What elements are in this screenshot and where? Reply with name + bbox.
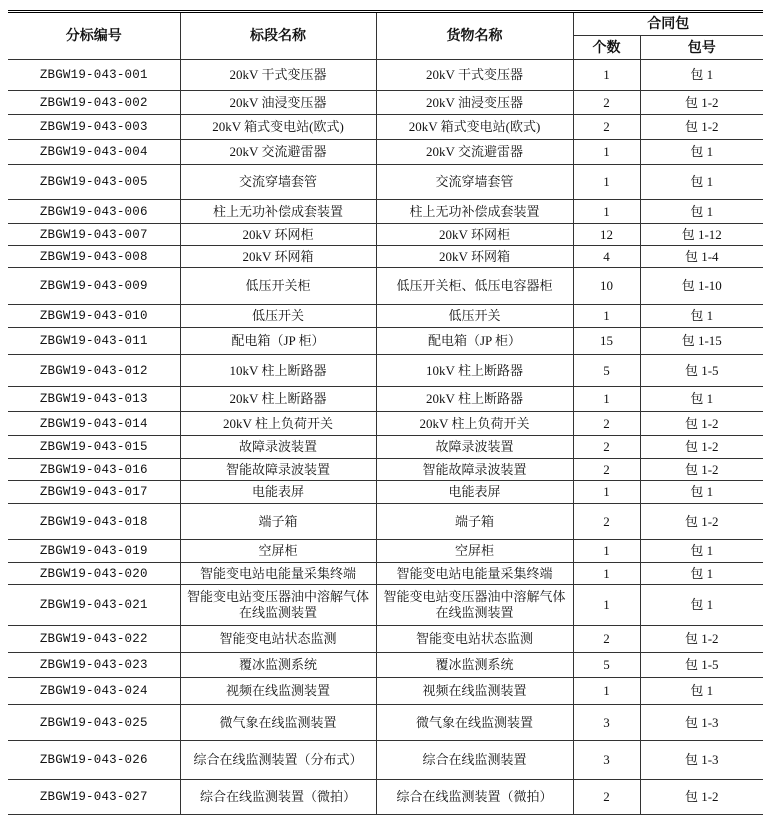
- cell-code: ZBGW19-043-024: [8, 678, 180, 705]
- table-row: [8, 165, 763, 200]
- cell-section: 20kV 环网箱: [180, 246, 376, 268]
- cell-section: 低压开关柜: [180, 268, 376, 305]
- cell-goods: 低压开关柜、低压电容器柜: [376, 268, 573, 305]
- cell-code: ZBGW19-043-020: [8, 563, 180, 585]
- table-row: [8, 585, 763, 626]
- cell-package: 包 1-10: [640, 268, 763, 305]
- cell-code: ZBGW19-043-003: [8, 115, 180, 140]
- table-row: [8, 678, 763, 705]
- table-row: [8, 481, 763, 504]
- cell-section: 20kV 环网柜: [180, 224, 376, 246]
- cell-count: 15: [573, 328, 640, 355]
- table-row: [8, 705, 763, 741]
- table-row: [8, 246, 763, 268]
- table-row: [8, 115, 763, 140]
- cell-code: ZBGW19-043-006: [8, 200, 180, 224]
- cell-count: 1: [573, 387, 640, 412]
- cell-count: 1: [573, 585, 640, 626]
- header-section: 标段名称: [180, 12, 376, 60]
- cell-code: ZBGW19-043-004: [8, 140, 180, 165]
- table-row: [8, 224, 763, 246]
- header-code: 分标编号: [8, 12, 180, 60]
- table-row: [8, 91, 763, 115]
- cell-count: 5: [573, 653, 640, 678]
- cell-count: 2: [573, 459, 640, 481]
- cell-goods: 智能变电站状态监测: [376, 626, 573, 653]
- table-row: [8, 653, 763, 678]
- cell-section: 20kV 交流避雷器: [180, 140, 376, 165]
- cell-package: 包 1-2: [640, 91, 763, 115]
- cell-section: 综合在线监测装置（分布式）: [180, 741, 376, 780]
- cell-count: 3: [573, 705, 640, 741]
- cell-goods: 端子箱: [376, 504, 573, 540]
- cell-package: 包 1-4: [640, 246, 763, 268]
- table-row: [8, 328, 763, 355]
- cell-package: 包 1: [640, 200, 763, 224]
- table-row: [8, 200, 763, 224]
- cell-package: 包 1-2: [640, 115, 763, 140]
- cell-code: ZBGW19-043-015: [8, 436, 180, 459]
- cell-section: 柱上无功补偿成套装置: [180, 200, 376, 224]
- cell-package: 包 1: [640, 678, 763, 705]
- cell-code: ZBGW19-043-013: [8, 387, 180, 412]
- cell-code: ZBGW19-043-026: [8, 741, 180, 780]
- cell-count: 2: [573, 412, 640, 436]
- cell-package: 包 1: [640, 140, 763, 165]
- table-row: [8, 60, 763, 91]
- cell-count: 1: [573, 60, 640, 91]
- table-row: [8, 780, 763, 815]
- table-row: [8, 355, 763, 387]
- header-package: 包号: [640, 36, 763, 60]
- cell-goods: 20kV 交流避雷器: [376, 140, 573, 165]
- cell-count: 1: [573, 305, 640, 328]
- cell-section: 20kV 柱上断路器: [180, 387, 376, 412]
- cell-count: 1: [573, 540, 640, 563]
- table-row: [8, 459, 763, 481]
- cell-package: 包 1-5: [640, 653, 763, 678]
- cell-package: 包 1: [640, 60, 763, 91]
- cell-section: 配电箱（JP 柜）: [180, 328, 376, 355]
- cell-package: 包 1-12: [640, 224, 763, 246]
- cell-package: 包 1-3: [640, 741, 763, 780]
- cell-goods: 故障录波装置: [376, 436, 573, 459]
- cell-package: 包 1: [640, 387, 763, 412]
- cell-count: 1: [573, 200, 640, 224]
- cell-count: 2: [573, 504, 640, 540]
- cell-goods: 电能表屏: [376, 481, 573, 504]
- cell-goods: 覆冰监测系统: [376, 653, 573, 678]
- cell-package: 包 1-2: [640, 504, 763, 540]
- cell-section: 20kV 油浸变压器: [180, 91, 376, 115]
- cell-code: ZBGW19-043-023: [8, 653, 180, 678]
- table-row: [8, 305, 763, 328]
- cell-code: ZBGW19-043-011: [8, 328, 180, 355]
- cell-package: 包 1-5: [640, 355, 763, 387]
- header-contract: 合同包: [573, 12, 763, 36]
- cell-count: 5: [573, 355, 640, 387]
- header-count: 个数: [573, 36, 640, 60]
- cell-goods: 视频在线监测装置: [376, 678, 573, 705]
- cell-section: 20kV 干式变压器: [180, 60, 376, 91]
- cell-package: 包 1-2: [640, 780, 763, 815]
- cell-code: ZBGW19-043-016: [8, 459, 180, 481]
- table-row: [8, 412, 763, 436]
- cell-count: 10: [573, 268, 640, 305]
- cell-section: 20kV 柱上负荷开关: [180, 412, 376, 436]
- cell-section: 故障录波装置: [180, 436, 376, 459]
- cell-section: 端子箱: [180, 504, 376, 540]
- cell-count: 2: [573, 626, 640, 653]
- cell-section: 微气象在线监测装置: [180, 705, 376, 741]
- table-row: [8, 387, 763, 412]
- bid-package-table: [8, 10, 763, 815]
- cell-goods: 低压开关: [376, 305, 573, 328]
- cell-package: 包 1-2: [640, 626, 763, 653]
- cell-code: ZBGW19-043-008: [8, 246, 180, 268]
- cell-code: ZBGW19-043-009: [8, 268, 180, 305]
- cell-code: ZBGW19-043-019: [8, 540, 180, 563]
- cell-section: 10kV 柱上断路器: [180, 355, 376, 387]
- header-goods: 货物名称: [376, 12, 573, 60]
- table-row: [8, 140, 763, 165]
- cell-code: ZBGW19-043-002: [8, 91, 180, 115]
- cell-goods: 综合在线监测装置: [376, 741, 573, 780]
- cell-goods: 智能变电站电能量采集终端: [376, 563, 573, 585]
- cell-goods: 20kV 环网柜: [376, 224, 573, 246]
- cell-code: ZBGW19-043-010: [8, 305, 180, 328]
- cell-count: 3: [573, 741, 640, 780]
- table-row: [8, 504, 763, 540]
- cell-code: ZBGW19-043-012: [8, 355, 180, 387]
- cell-goods: 20kV 环网箱: [376, 246, 573, 268]
- table-row: [8, 436, 763, 459]
- cell-section: 智能变电站状态监测: [180, 626, 376, 653]
- cell-package: 包 1: [640, 165, 763, 200]
- cell-package: 包 1: [640, 585, 763, 626]
- cell-section: 综合在线监测装置（微拍）: [180, 780, 376, 815]
- cell-section: 电能表屏: [180, 481, 376, 504]
- cell-goods: 柱上无功补偿成套装置: [376, 200, 573, 224]
- cell-code: ZBGW19-043-022: [8, 626, 180, 653]
- cell-section: 覆冰监测系统: [180, 653, 376, 678]
- cell-count: 2: [573, 436, 640, 459]
- cell-section: 低压开关: [180, 305, 376, 328]
- cell-count: 12: [573, 224, 640, 246]
- table-row: [8, 741, 763, 780]
- cell-goods: 智能故障录波装置: [376, 459, 573, 481]
- cell-section: 空屏柜: [180, 540, 376, 563]
- table-row: [8, 540, 763, 563]
- cell-goods: 20kV 箱式变电站(欧式): [376, 115, 573, 140]
- cell-code: ZBGW19-043-025: [8, 705, 180, 741]
- cell-count: 4: [573, 246, 640, 268]
- cell-code: ZBGW19-043-021: [8, 585, 180, 626]
- cell-package: 包 1: [640, 305, 763, 328]
- cell-package: 包 1-2: [640, 436, 763, 459]
- cell-goods: 10kV 柱上断路器: [376, 355, 573, 387]
- table-row: [8, 563, 763, 585]
- cell-goods: 微气象在线监测装置: [376, 705, 573, 741]
- cell-goods: 配电箱（JP 柜）: [376, 328, 573, 355]
- cell-goods: 20kV 柱上负荷开关: [376, 412, 573, 436]
- cell-count: 2: [573, 91, 640, 115]
- cell-count: 1: [573, 678, 640, 705]
- cell-section: 智能故障录波装置: [180, 459, 376, 481]
- cell-package: 包 1-2: [640, 412, 763, 436]
- cell-count: 1: [573, 563, 640, 585]
- cell-goods: 综合在线监测装置（微拍）: [376, 780, 573, 815]
- cell-code: ZBGW19-043-018: [8, 504, 180, 540]
- cell-code: ZBGW19-043-014: [8, 412, 180, 436]
- cell-goods: 20kV 干式变压器: [376, 60, 573, 91]
- cell-section: 智能变电站变压器油中溶解气体在线监测装置: [180, 585, 376, 626]
- cell-section: 交流穿墙套管: [180, 165, 376, 200]
- cell-goods: 智能变电站变压器油中溶解气体在线监测装置: [376, 585, 573, 626]
- cell-code: ZBGW19-043-007: [8, 224, 180, 246]
- cell-section: 智能变电站电能量采集终端: [180, 563, 376, 585]
- table-row: [8, 626, 763, 653]
- cell-package: 包 1-2: [640, 459, 763, 481]
- cell-goods: 20kV 柱上断路器: [376, 387, 573, 412]
- cell-package: 包 1-15: [640, 328, 763, 355]
- cell-goods: 空屏柜: [376, 540, 573, 563]
- cell-code: ZBGW19-043-005: [8, 165, 180, 200]
- cell-package: 包 1-3: [640, 705, 763, 741]
- cell-package: 包 1: [640, 540, 763, 563]
- table-row: [8, 268, 763, 305]
- cell-count: 2: [573, 780, 640, 815]
- cell-count: 2: [573, 115, 640, 140]
- cell-count: 1: [573, 140, 640, 165]
- cell-code: ZBGW19-043-017: [8, 481, 180, 504]
- cell-package: 包 1: [640, 563, 763, 585]
- cell-section: 20kV 箱式变电站(欧式): [180, 115, 376, 140]
- cell-code: ZBGW19-043-001: [8, 60, 180, 91]
- cell-count: 1: [573, 165, 640, 200]
- cell-goods: 交流穿墙套管: [376, 165, 573, 200]
- cell-count: 1: [573, 481, 640, 504]
- cell-code: ZBGW19-043-027: [8, 780, 180, 815]
- cell-package: 包 1: [640, 481, 763, 504]
- cell-goods: 20kV 油浸变压器: [376, 91, 573, 115]
- cell-section: 视频在线监测装置: [180, 678, 376, 705]
